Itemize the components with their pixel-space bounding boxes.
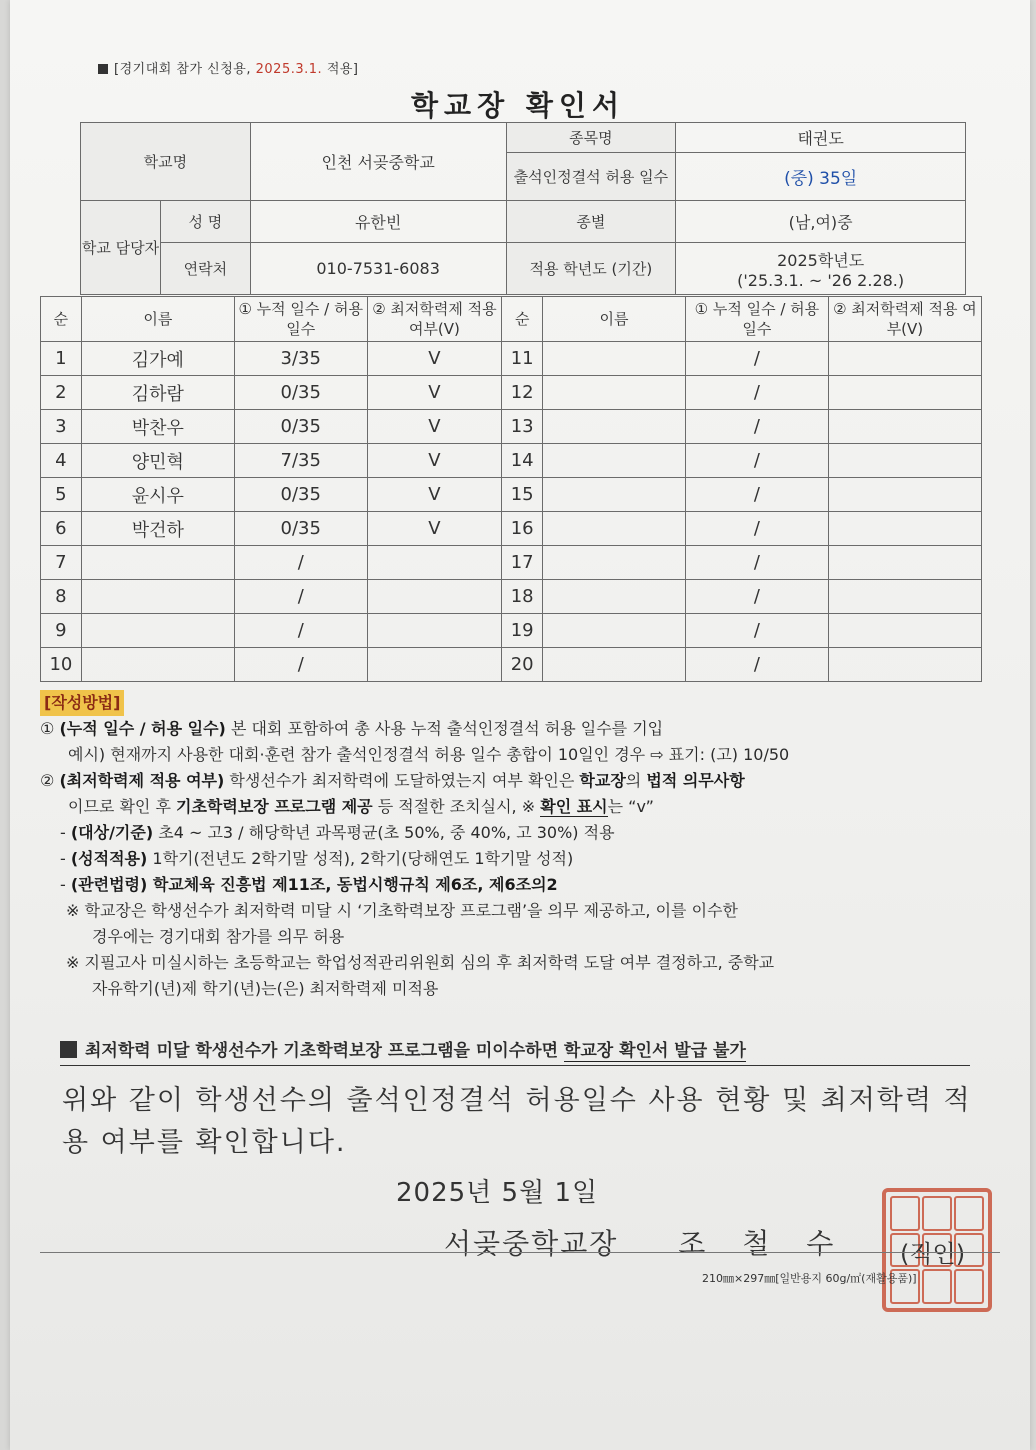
days-used: 3/35 [234, 342, 367, 376]
note-prefix: [경기대회 참가 신청용, [114, 62, 251, 77]
year-value: 2025학년도 [777, 250, 865, 270]
row-number: 14 [502, 444, 543, 478]
guide-note-2-cont: 자유학기(년)제 학기(년)는(은) 최저학력제 미적용 [92, 979, 439, 998]
year-cell [676, 243, 966, 295]
min-academic-check [367, 546, 502, 580]
form-usage-note [98, 58, 359, 77]
table-row [41, 648, 982, 682]
days-used: / [234, 580, 367, 614]
min-academic-check [367, 580, 502, 614]
min-academic-check [828, 444, 981, 478]
sport-value: 태권도 [676, 123, 966, 153]
athlete-name [543, 444, 686, 478]
athlete-list-table [40, 296, 982, 682]
guide-l4-program: 기초학력보장 프로그램 제공 [176, 797, 373, 816]
header-no-2: 순 [502, 297, 543, 342]
year-label: 적용 학년도 (기간) [506, 243, 676, 295]
athlete-name [543, 580, 686, 614]
guide-l4-e: 는 “v” [607, 797, 654, 816]
bottom-rule [40, 1252, 1000, 1253]
square-bullet-icon [98, 64, 108, 74]
athlete-name: 박건하 [81, 512, 234, 546]
min-academic-check [828, 546, 981, 580]
table-row [41, 376, 982, 410]
seal-label: (직인) [900, 1240, 966, 1268]
days-used: 0/35 [234, 376, 367, 410]
table-row [41, 614, 982, 648]
athlete-name [543, 376, 686, 410]
athlete-name [543, 342, 686, 376]
days-used: 0/35 [234, 410, 367, 444]
athlete-name [543, 546, 686, 580]
guide-grade-text: 1학기(전년도 2학기말 성적), 2학기(당해연도 1학기말 성적) [152, 849, 574, 868]
min-academic-check [828, 478, 981, 512]
days-used: / [685, 444, 828, 478]
athlete-name [81, 580, 234, 614]
notice-text: 최저학력 미달 학생선수가 기초학력보장 프로그램을 미이수하면 [85, 1041, 558, 1061]
header-days: ① 누적 일수 / 허용 일수 [234, 297, 367, 342]
guide-law: (관련법령) 학교체육 진흥법 제11조, 동법시행규칙 제6조, 제6조의2 [70, 875, 558, 894]
days-used: / [234, 614, 367, 648]
athlete-name [81, 546, 234, 580]
header-name: 이름 [81, 297, 234, 342]
guide-l1-bold: (누적 일수 / 허용 일수) [59, 719, 226, 738]
athlete-name [543, 648, 686, 682]
table-row [41, 410, 982, 444]
guide-l3-principal: 학교장 [579, 771, 626, 790]
guide-target-text: 초4 ~ 고3 / 해당학년 과목평균(초 50%, 중 40%, 고 30%) 적용 [158, 823, 615, 842]
header-min-2: ② 최저학력제 적용 여부(V) [828, 297, 981, 342]
circle-one: ① [40, 719, 55, 738]
athlete-name: 김가예 [81, 342, 234, 376]
period-value: ('25.3.1. ~ '26 2.28.) [737, 270, 905, 290]
row-number: 11 [502, 342, 543, 376]
row-number: 15 [502, 478, 543, 512]
row-number: 19 [502, 614, 543, 648]
guide-example: 예시) 현재까지 사용한 대회·훈련 참가 출석인정결석 허용 일수 총합이 10일인 경우 ⇨ 표기: (고) 10/50 [68, 745, 790, 764]
document-title: 학교장 확인서 [410, 89, 626, 122]
days-used: / [685, 342, 828, 376]
school-name: 인천 서곶중학교 [250, 123, 506, 201]
min-academic-check [828, 648, 981, 682]
contact-value: 010-7531-6083 [250, 243, 506, 295]
athlete-name [81, 648, 234, 682]
min-academic-check [828, 410, 981, 444]
sport-label: 종목명 [506, 123, 676, 153]
days-used: 7/35 [234, 444, 367, 478]
notice-emphasis: 학교장 확인서 발급 불가 [563, 1041, 746, 1061]
row-number: 7 [41, 546, 82, 580]
row-number: 1 [41, 342, 82, 376]
allowed-days-value: (중) 35일 [676, 153, 966, 201]
athlete-name [543, 410, 686, 444]
school-label: 학교명 [81, 123, 251, 201]
row-number: 3 [41, 410, 82, 444]
min-academic-check: V [367, 410, 502, 444]
row-number: 20 [502, 648, 543, 682]
days-used: / [685, 376, 828, 410]
header-min: ② 최저학력제 적용 여부(V) [367, 297, 502, 342]
min-academic-check [828, 512, 981, 546]
guide-note-1-cont: 경우에는 경기대회 참가를 의무 허용 [92, 927, 345, 946]
writing-guide: [작성방법] ① (누적 일수 / 허용 일수) 본 대회 포함하여 총 사용 누적 출석인정결석 허용 일수를 기입 예시) 현재까지 사용한 대회·훈련 참가 출석인정결석 허용 일수 총합이 10일인 경우 ⇨ 표기: (고) 10/50 ② (최저학력제 적용 여부) 학생선수가 최저학력에 도달하였는지 여부 확인은 학교장의 법적 의무사항 이므로 확인 후 기초학력보장 프로그램 제공 등 적절한 조치실시, ※ 확인 표시는 “v” - (대상/기준) 초4 ~ 고3 / 해당학년 과목평균(초 50%, 중 40%, 고 30%) 적용 - (성적적용) 1학기(전년도 2학기말 성적), 2학기(당해연도 1학기말 성적) - (관련법령) 학교체육 진흥법 제11조, 동법시행규칙 제6조, 제6조의2 ※ 학교장은 학생선수가 최저학력 미달 시 ‘기초학력보장 프로그램’을 의무 제공하고, 이를 이수한 경우에는 경기대회 참가를 의무 허용 ※ 지필고사 미실시하는 초등학교는 학업성적관리위원회 심의 후 최저학력 도달 여부 결정하고, 중학교 자유학기(년)제 학기(년)는(은) 최저학력제 미적용 [40, 690, 990, 1002]
header-name-2: 이름 [543, 297, 686, 342]
table-row [41, 580, 982, 614]
row-number: 10 [41, 648, 82, 682]
principal-title: 서곶중학교장 [444, 1227, 619, 1260]
min-academic-check [828, 376, 981, 410]
days-used: / [685, 478, 828, 512]
principal-signature-line [444, 1222, 847, 1262]
athlete-name: 박찬우 [81, 410, 234, 444]
row-number: 2 [41, 376, 82, 410]
issuance-notice [60, 1036, 970, 1066]
table-row [41, 342, 982, 376]
guide-target-label: (대상/기준) [70, 823, 154, 842]
guide-l4-a: 이므로 확인 후 [68, 797, 171, 816]
row-number: 16 [502, 512, 543, 546]
guide-note-1: ※ 학교장은 학생선수가 최저학력 미달 시 ‘기초학력보장 프로그램’을 의무 제공하고, 이를 이수한 [66, 901, 738, 920]
note-date: 2025.3.1. [255, 62, 323, 77]
guide-l4-mark: 확인 표시 [540, 797, 608, 816]
manager-label: 학교 담당자 [81, 201, 161, 295]
days-used: / [685, 580, 828, 614]
row-number: 17 [502, 546, 543, 580]
guide-grade-label: (성적적용) [70, 849, 148, 868]
circle-two: ② [40, 771, 55, 790]
contact-label: 연락처 [160, 243, 250, 295]
days-used: / [685, 512, 828, 546]
athlete-name: 양민혁 [81, 444, 234, 478]
days-used: 0/35 [234, 478, 367, 512]
guide-l3-bold: (최저학력제 적용 여부) [59, 771, 225, 790]
header-days-2: ① 누적 일수 / 허용 일수 [685, 297, 828, 342]
row-number: 6 [41, 512, 82, 546]
guide-l3-text: 학생선수가 최저학력에 도달하였는지 여부 확인은 [229, 771, 575, 790]
row-number: 13 [502, 410, 543, 444]
category-label: 종별 [506, 201, 676, 243]
table-row [41, 444, 982, 478]
min-academic-check: V [367, 512, 502, 546]
confirmation-statement: 위와 같이 학생선수의 출석인정결석 허용일수 사용 현황 및 최저학력 적용 여부를 확인합니다. [62, 1085, 972, 1158]
row-number: 9 [41, 614, 82, 648]
days-used: / [685, 648, 828, 682]
athlete-name: 윤시우 [81, 478, 234, 512]
info-table [80, 122, 966, 295]
min-academic-check: V [367, 478, 502, 512]
guide-l3-duty: 법적 의무사항 [646, 771, 745, 790]
header-no: 순 [41, 297, 82, 342]
row-number: 4 [41, 444, 82, 478]
days-used: 0/35 [234, 512, 367, 546]
guide-l4-c: 등 적절한 조치실시, ※ [377, 797, 536, 816]
checkbox-bullet-icon [60, 1041, 77, 1058]
note-suffix: 적용] [326, 62, 359, 77]
issue-date: 2025년 5월 1일 [396, 1178, 599, 1208]
row-number: 8 [41, 580, 82, 614]
days-used: / [685, 546, 828, 580]
athlete-name [81, 614, 234, 648]
min-academic-check: V [367, 342, 502, 376]
guide-tag: [작성방법] [40, 690, 124, 716]
min-academic-check: V [367, 444, 502, 478]
guide-l1-text: 본 대회 포함하여 총 사용 누적 출석인정결석 허용 일수를 기입 [230, 719, 664, 738]
athlete-name [543, 478, 686, 512]
min-academic-check [367, 648, 502, 682]
min-academic-check [367, 614, 502, 648]
athlete-name [543, 512, 686, 546]
manager-name: 유한빈 [250, 201, 506, 243]
row-number: 18 [502, 580, 543, 614]
min-academic-check [828, 342, 981, 376]
table-row [41, 512, 982, 546]
principal-name: 조 철 수 [678, 1227, 848, 1260]
table-row [41, 546, 982, 580]
name-label: 성 명 [160, 201, 250, 243]
allowed-days-label: 출석인정결석 허용 일수 [506, 153, 676, 201]
min-academic-check [828, 580, 981, 614]
paper-spec: 210㎜×297㎜[일반용지 60g/㎡(재활용품)] [702, 1272, 917, 1285]
days-used: / [685, 410, 828, 444]
athlete-name: 김하람 [81, 376, 234, 410]
guide-l3-particle: 의 [625, 771, 642, 790]
min-academic-check [828, 614, 981, 648]
athlete-name [543, 614, 686, 648]
days-used: / [685, 614, 828, 648]
table-row [41, 478, 982, 512]
category-value: (남,여)중 [676, 201, 966, 243]
row-number: 12 [502, 376, 543, 410]
row-number: 5 [41, 478, 82, 512]
guide-note-2: ※ 지필고사 미실시하는 초등학교는 학업성적관리위원회 심의 후 최저학력 도달 여부 결정하고, 중학교 [66, 953, 775, 972]
min-academic-check: V [367, 376, 502, 410]
days-used: / [234, 648, 367, 682]
days-used: / [234, 546, 367, 580]
